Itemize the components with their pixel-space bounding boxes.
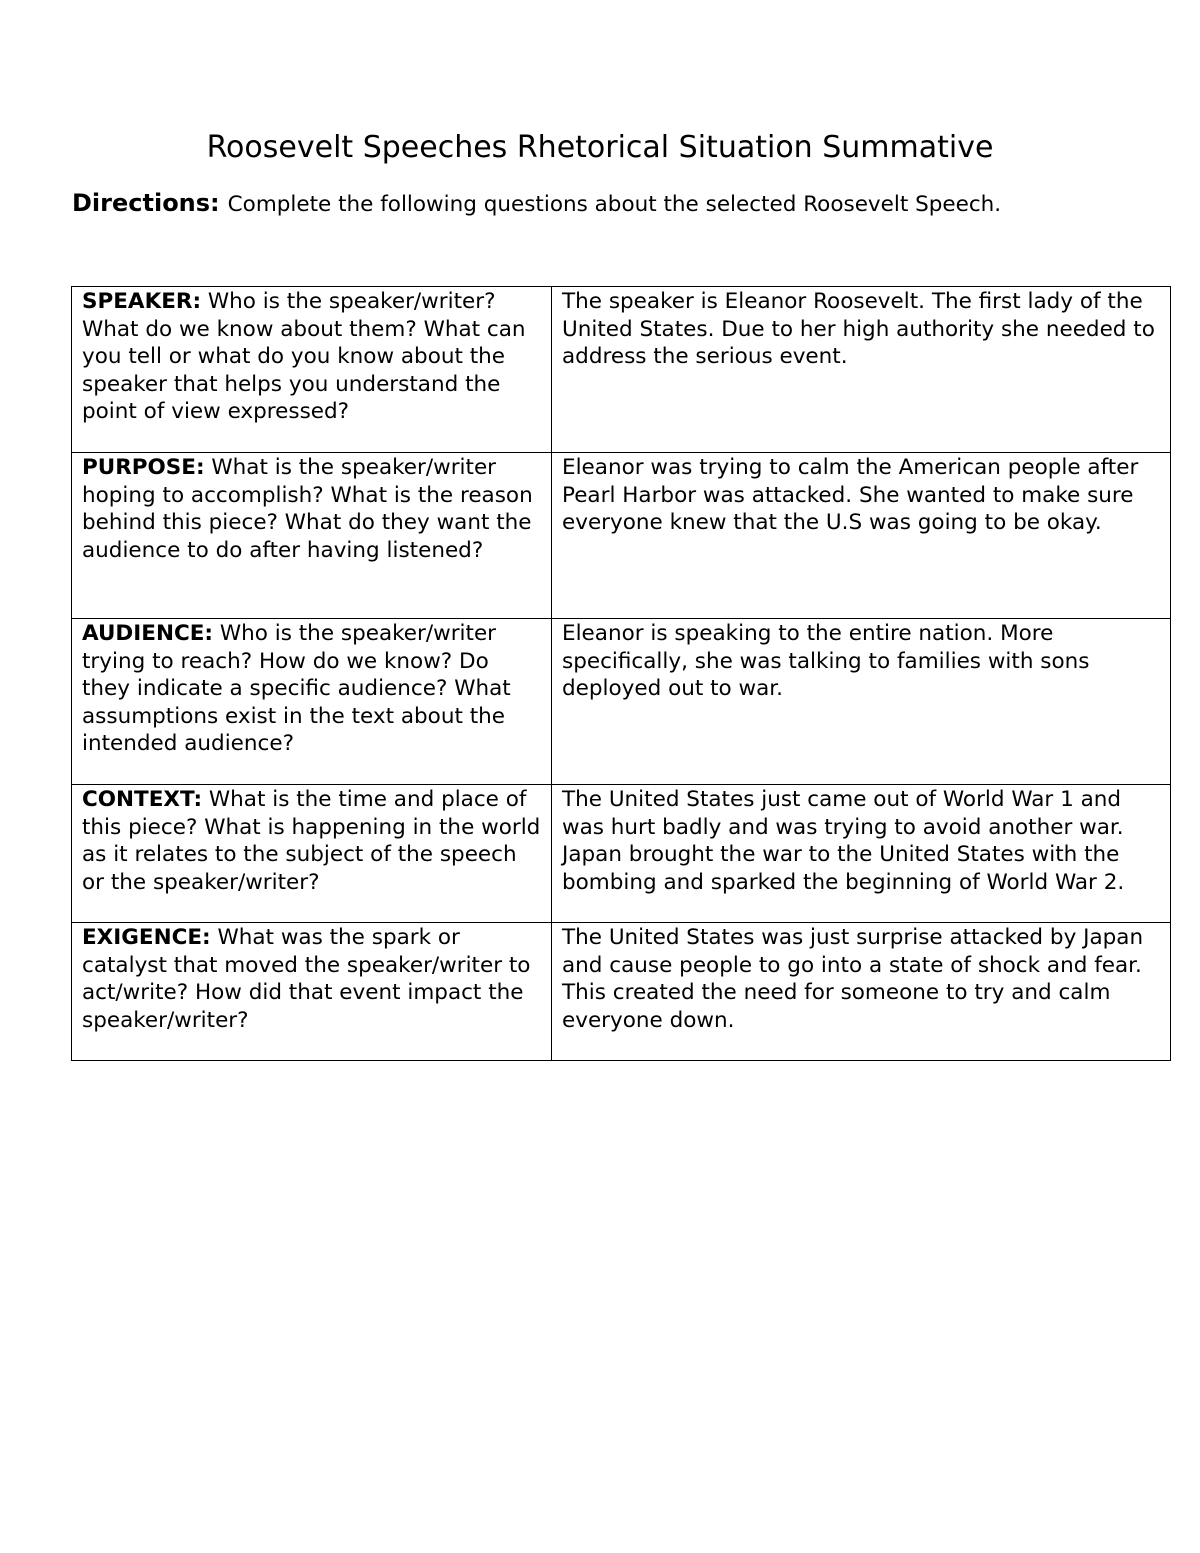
question-cell	[72, 785, 552, 923]
question-cell	[72, 619, 552, 785]
question-text: Who is the speaker/writer? What do we know about them? What can you tell or what do you know about the speaker that helps you understand the point of view expressed?	[82, 289, 526, 424]
question-label: CONTEXT:	[82, 787, 203, 812]
question-text: Who is the speaker/writer trying to reach? How do we know? Do they indicate a specific audience? What assumptions exist in the text about the intended audience?	[82, 621, 511, 756]
question-label: SPEAKER:	[82, 289, 202, 314]
answer-cell: The United States was just surprise attacked by Japan and cause people to go into a state of shock and fear. This created the need for someone to try and calm everyone down.	[552, 923, 1171, 1061]
question-label: AUDIENCE:	[82, 621, 214, 646]
directions-label: Directions:	[72, 189, 220, 217]
table-row-purpose	[72, 453, 1171, 619]
question-text: What is the time and place of this piece? What is happening in the world as it relates to the subject of the speech or the speaker/writer?	[82, 787, 541, 895]
question-cell	[72, 923, 552, 1061]
directions-text: Complete the following questions about the selected Roosevelt Speech.	[227, 192, 1002, 217]
question-cell	[72, 453, 552, 619]
table-row-context	[72, 785, 1171, 923]
question-cell	[72, 287, 552, 453]
answer-cell: Eleanor was trying to calm the American people after Pearl Harbor was attacked. She wanted to make sure everyone knew that the U.S was going to be okay.	[552, 453, 1171, 619]
answer-cell: Eleanor is speaking to the entire nation. More specifically, she was talking to families with sons deployed out to war.	[552, 619, 1171, 785]
directions	[72, 188, 1152, 220]
question-text: What was the spark or catalyst that moved the speaker/writer to act/write? How did that event impact the speaker/writer?	[82, 925, 531, 1033]
question-label: EXIGENCE:	[82, 925, 211, 950]
rhetorical-situation-table	[71, 286, 1171, 1061]
table-row-speaker	[72, 287, 1171, 453]
question-text: What is the speaker/writer hoping to accomplish? What is the reason behind this piece? What do they want the audience to do after having listened?	[82, 455, 533, 563]
question-label: PURPOSE:	[82, 455, 205, 480]
answer-cell: The speaker is Eleanor Roosevelt. The first lady of the United States. Due to her high authority she needed to address the serious event.	[552, 287, 1171, 453]
document-title: Roosevelt Speeches Rhetorical Situation Summative	[206, 130, 994, 165]
table-row-exigence	[72, 923, 1171, 1061]
answer-cell: The United States just came out of World War 1 and was hurt badly and was trying to avoid another war. Japan brought the war to the United States with the bombing and sparked the beginning of World War 2.	[552, 785, 1171, 923]
table-row-audience	[72, 619, 1171, 785]
